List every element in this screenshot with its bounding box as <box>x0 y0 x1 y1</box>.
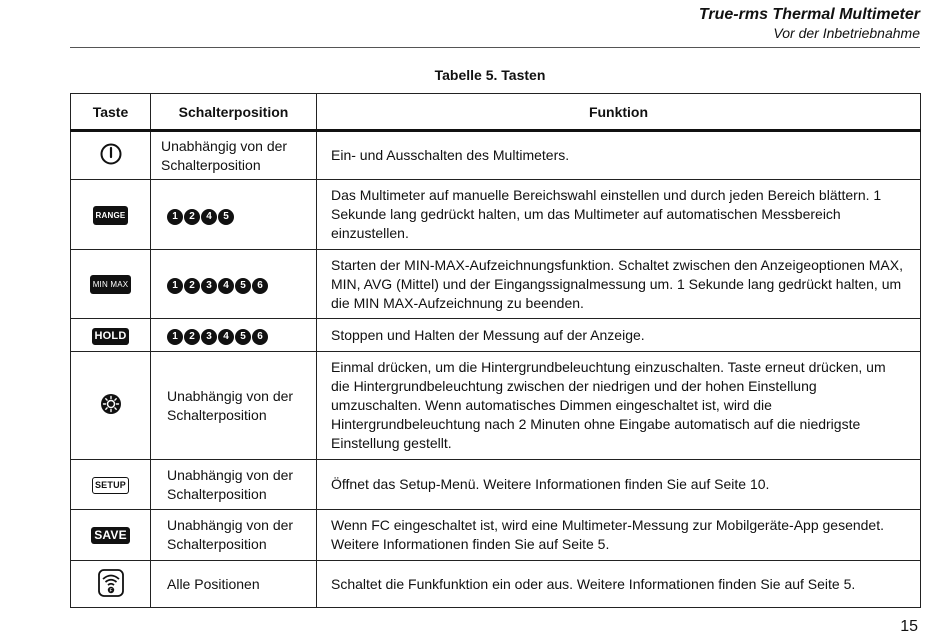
function-cell: Ein- und Ausschalten des Multimeters. <box>317 131 921 180</box>
switch-positions <box>167 278 268 294</box>
table-caption: Tabelle 5. Tasten <box>434 67 546 83</box>
position-number: 6 <box>252 329 268 345</box>
power-icon <box>99 142 123 166</box>
position-number: 1 <box>167 278 183 294</box>
position-number: 5 <box>218 209 234 225</box>
position-number: 5 <box>235 278 251 294</box>
position-number: 1 <box>167 329 183 345</box>
switch-positions <box>167 329 268 345</box>
function-cell: Wenn FC eingeschaltet ist, wird eine Multimeter-Messung zur Mobilgeräte-App gesendet. Weitere Informationen finden Sie auf Seite 5. <box>317 510 921 561</box>
key-cell <box>71 250 151 319</box>
header-rule <box>70 47 920 48</box>
position-number: 1 <box>167 209 183 225</box>
table-row <box>71 460 921 510</box>
key-cell <box>71 131 151 180</box>
position-cell <box>151 319 317 352</box>
switch-positions <box>167 209 234 225</box>
position-cell: Unabhängig von der Schalterposition <box>151 131 317 180</box>
function-cell: Öffnet das Setup-Menü. Weitere Informationen finden Sie auf Seite 10. <box>317 460 921 510</box>
position-number: 2 <box>184 209 200 225</box>
position-cell: Unabhängig von der Schalterposition <box>151 510 317 561</box>
keys-table <box>70 93 921 608</box>
save-key-label: SAVE <box>91 527 130 544</box>
table-row <box>71 131 921 180</box>
key-cell <box>71 319 151 352</box>
table-header-row <box>71 94 921 131</box>
table-row <box>71 319 921 352</box>
position-cell: Alle Positionen <box>151 561 317 608</box>
position-number: 4 <box>218 329 234 345</box>
position-number: 2 <box>184 278 200 294</box>
position-number: 5 <box>235 329 251 345</box>
position-cell <box>151 250 317 319</box>
key-cell <box>71 561 151 608</box>
table-row <box>71 250 921 319</box>
position-number: 4 <box>218 278 234 294</box>
hold-key-label: HOLD <box>92 328 130 345</box>
table-row <box>71 180 921 250</box>
table-row <box>71 510 921 561</box>
function-cell: Schaltet die Funkfunktion ein oder aus. Weitere Informationen finden Sie auf Seite 5. <box>317 561 921 608</box>
position-cell <box>151 180 317 250</box>
page-number: 15 <box>900 618 918 635</box>
key-cell <box>71 352 151 460</box>
position-number: 6 <box>252 278 268 294</box>
header-title: True-rms Thermal Multimeter <box>698 6 920 23</box>
header-subtitle: Vor der Inbetriebnahme <box>773 25 920 41</box>
column-header-schalterposition: Schalterposition <box>151 94 317 131</box>
key-cell <box>71 460 151 510</box>
function-cell: Das Multimeter auf manuelle Bereichswahl einstellen und durch jeden Bereich blättern. 1 Sekunde lang gedrückt halten, um das Multimeter auf automatischen Messbereich einzustellen. <box>317 180 921 250</box>
function-cell: Einmal drücken, um die Hintergrundbeleuchtung einzuschalten. Taste erneut drücken, um die Hintergrundbeleuchtung zwischen der niedrigen und der hohen Einstellung umzuschalten. Wenn automatisches Dimmen eingeschaltet ist, wird die Hintergrundbeleuchtung nach 2 Minuten ohne Eingabe automatisch auf die niedrigste Einstellung gestellt. <box>317 352 921 460</box>
backlight-icon <box>100 393 122 415</box>
table-row <box>71 352 921 460</box>
key-cell <box>71 180 151 250</box>
table-row <box>71 561 921 608</box>
column-header-funktion: Funktion <box>317 94 921 131</box>
position-number: 2 <box>184 329 200 345</box>
column-header-taste: Taste <box>71 94 151 131</box>
position-number: 4 <box>201 209 217 225</box>
range-key-label: RANGE <box>93 206 129 225</box>
position-number: 3 <box>201 278 217 294</box>
setup-key-label: SETUP <box>92 477 129 494</box>
position-cell: Unabhängig von der Schalterposition <box>151 352 317 460</box>
function-cell: Stoppen und Halten der Messung auf der Anzeige. <box>317 319 921 352</box>
function-cell: Starten der MIN-MAX-Aufzeichnungsfunktion. Schaltet zwischen den Anzeigeoptionen MAX, MIN, AVG (Mittel) und der Eingangssignalmessung um. 1 Sekunde lang gedrückt halten, um die MIN MAX-Aufzeichnung zu beenden. <box>317 250 921 319</box>
position-cell: Unabhängig von der Schalterposition <box>151 460 317 510</box>
minmax-key-label: MIN MAX <box>90 275 132 294</box>
svg-text:F: F <box>109 587 112 593</box>
key-cell <box>71 510 151 561</box>
wireless-icon <box>98 569 124 597</box>
position-number: 3 <box>201 329 217 345</box>
